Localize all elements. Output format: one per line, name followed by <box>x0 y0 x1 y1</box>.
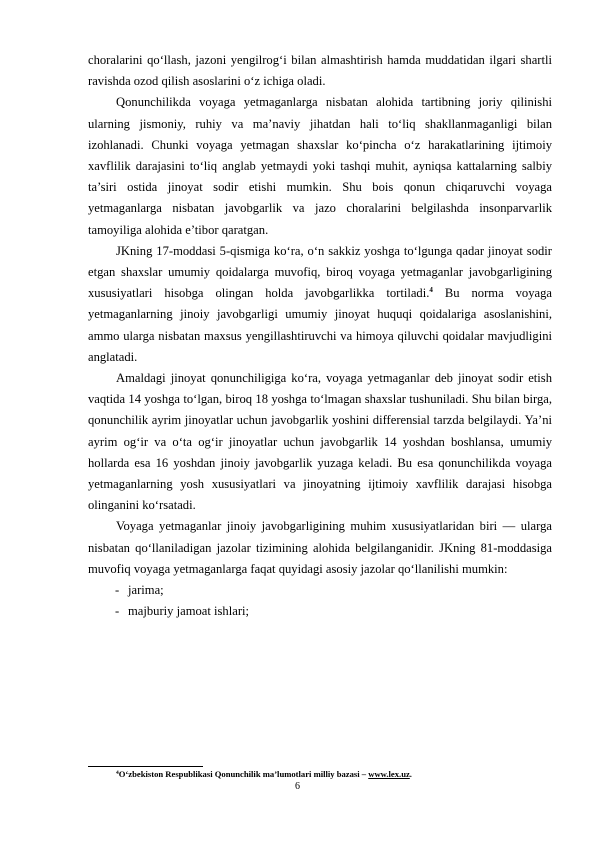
paragraph-2: Qonunchilikda voyaga yetmaganlarga nisbatan alohida tartibning joriy qilinishi ularning jismoniy, ruhiy va ma’naviy jihatdan hali to‘liq shakllanmaganligi bilan izohlanadi. Chunki voyaga yetmagan shaxslar ko‘pincha o‘z harakatlarining ijtimoiy xavflilik darajasini to‘liq anglab yetmaydi yoki tashqi muhit, ayniqsa kattalarning salbiy ta’siri ostida jinoyat sodir etishi mumkin. Shu bois qonun chiqaruvchi voyaga yetmaganlarga nisbatan javobgarlik va jazo choralarini belgilashda insonparvarlik tamoyiliga alohida e’tibor qaratgan. <box>88 95 552 237</box>
footnote-reference[interactable]: 4 <box>429 286 433 295</box>
list-item <box>88 601 552 622</box>
list-item-text: jarima; <box>128 583 164 598</box>
page-number: 6 <box>295 781 300 792</box>
paragraph-4: Amaldagi jinoyat qonunchiligiga ko‘ra, voyaga yetmaganlar deb jinoyat sodir etish vaqtida 14 yoshga to‘lgan, biroq 18 yoshga to‘lmagan shaxslar tushuniladi. Shu bilan birga, qonunchilik ayrim jinoyatlar uchun javobgarlik yoshini differensial tarzda belgilaydi. Ya’ni ayrim og‘ir va o‘ta og‘ir jinoyatlar uchun javobgarlik 14 yoshdan boshlansa, umumiy hollarda esa 16 yoshdan jinoiy javobgarlik yuzaga keladi. Bu esa qonunchilikda voyaga yetmaganlarning yosh xususiyatlari va jinoyatning ijtimoiy xavflilik darajasi hisobga olinganini ko‘rsatadi. <box>88 371 552 513</box>
paragraph-3 <box>88 241 552 368</box>
paragraph-1: choralarini qo‘llash, jazoni yengilrog‘i bilan almashtirish hamda muddatidan ilgari shartli ravishda ozod qilish asoslarini o‘z ichiga oladi. <box>88 53 552 89</box>
list-item-text: majburiy jamoat ishlari; <box>128 604 250 619</box>
footnote <box>116 769 556 780</box>
list-dash: - <box>115 604 120 619</box>
list-item <box>88 580 552 601</box>
paragraph-3-text: JKning 17-moddasi 5-qismiga ko‘ra, o‘n sakkiz yoshga to‘lgunga qadar jinoyat sodir etgan shaxslar umumiy qoidalarga muvofiq, biroq voyaga yetmaganlar javobgarligining xususiyatlari hisobga olingan holda javobgarlikka tortiladi. <box>88 243 552 301</box>
footnote-link[interactable]: www.lex.uz <box>368 769 410 779</box>
footnote-text: O‘zbekiston Respublikasi Qonunchilik ma’lumotlari milliy bazasi – <box>118 769 369 779</box>
penalty-list <box>88 580 552 622</box>
list-dash: - <box>115 583 120 598</box>
paragraph-5: Voyaga yetmaganlar jinoiy javobgarligining muhim xususiyatlaridan biri — ularga nisbatan qo‘llaniladigan jazolar tizimining alohida belgilanganidir. JKning 81-moddasiga muvofiq voyaga yetmaganlarga faqat quyidagi asosiy jazolar qo‘llanilishi mumkin: <box>88 519 552 576</box>
paragraph-3-text-cont: Bu norma voyaga yetmaganlarning jinoiy javobgarligi umumiy jinoyat huquqi qoidalariga asoslanishini, ammo ularga nisbatan maxsus yengillashtiruvchi va himoya qiluvchi qoidalar mavjudligini anglatadi. <box>88 286 553 364</box>
footnote-end: . <box>409 769 412 779</box>
document-body <box>88 50 552 622</box>
footnote-divider <box>88 766 203 767</box>
footnote-number: 4 <box>116 770 119 776</box>
